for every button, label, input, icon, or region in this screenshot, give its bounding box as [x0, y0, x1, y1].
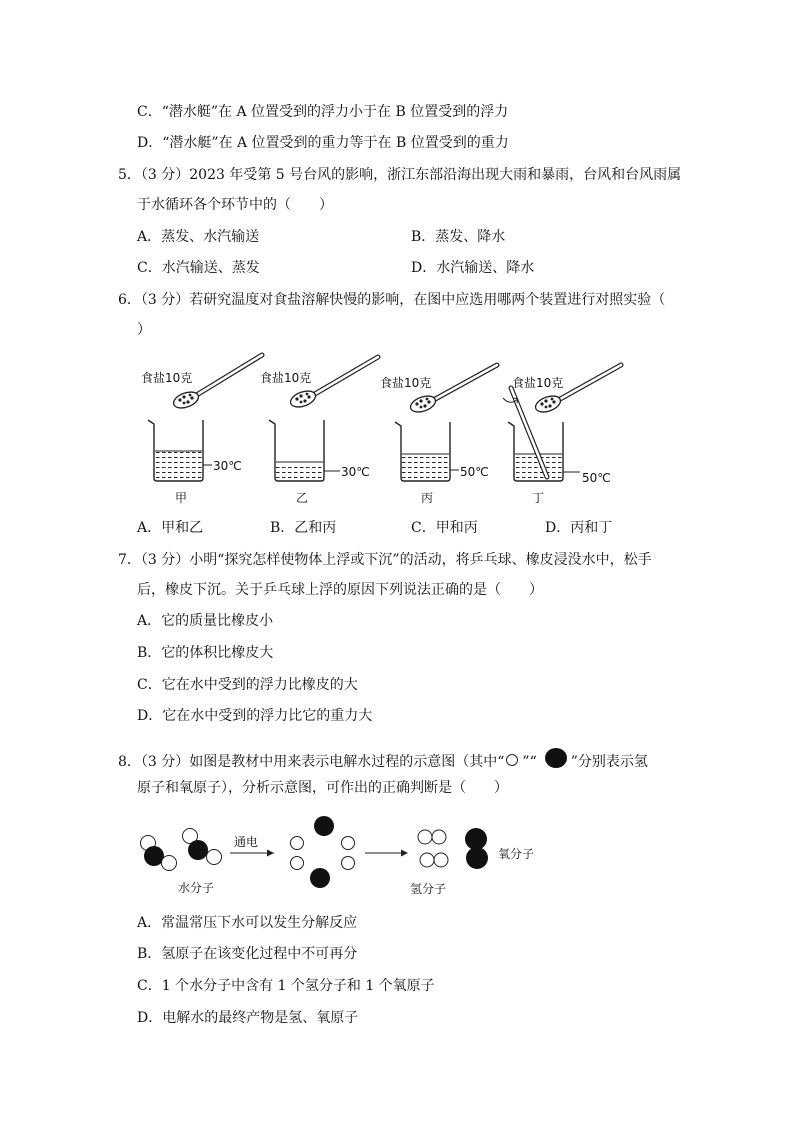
water-molecule: [141, 836, 177, 871]
q6-option-a: A．甲和乙: [137, 520, 204, 536]
beaker-bing-temp: 50℃: [460, 465, 489, 479]
q5-option-b: B．蒸发、降水: [411, 229, 506, 245]
beaker-ding-temp: 50℃: [582, 471, 611, 485]
hydrogen-molecule-label: 氢分子: [410, 882, 447, 896]
q8-stem-line1-a: 8．（3 分）如图是教材中用来表示电解水过程的示意图（其中“: [118, 754, 505, 770]
q6-option-d: D．丙和丁: [545, 520, 613, 536]
arrow-right-icon: [230, 850, 274, 857]
beaker-yi-temp: 30℃: [341, 465, 370, 479]
water-molecule-label: 水分子: [178, 881, 215, 895]
q7-option-b: B．它的体积比橡皮大: [137, 645, 274, 661]
salt-label: 食盐10克: [260, 371, 312, 385]
q8-option-a: A．常温常压下水可以发生分解反应: [137, 915, 358, 931]
q4-option-c: C．“潜水艇”在 A 位置受到的浮力小于在 B 位置受到的浮力: [137, 104, 509, 120]
q6-option-c: C．甲和丙: [411, 520, 478, 536]
oxygen-molecule: [465, 828, 488, 869]
q5-stem-line2: 于水循环各个环节中的（ ）: [137, 197, 333, 213]
salt-label: 食盐10克: [141, 371, 193, 385]
q4-option-d: D．“潜水艇”在 A 位置受到的重力等于在 B 位置受到的重力: [137, 135, 509, 151]
q8-option-c: C．1 个水分子中含有 1 个氢分子和 1 个氧原子: [137, 978, 435, 994]
beaker-jia-name: 甲: [175, 491, 188, 505]
q5-option-c: C．水汽输送、蒸发: [137, 260, 260, 276]
q5-stem-line1: 5．（3 分）2023 年受第 5 号台风的影响，浙江东部沿海出现大雨和暴雨，台风和台风雨属: [118, 167, 682, 183]
q8-stem-line1-c: ”分别表示氢: [570, 754, 648, 770]
salt-label: 食盐10克: [512, 376, 564, 390]
q7-option-a: A．它的质量比橡皮小: [137, 613, 274, 629]
q7-stem-line2: 后，橡皮下沉。关于乒乓球上浮的原因下列说法正确的是（ ）: [137, 582, 543, 598]
q8-stem-line1-b: ”“: [522, 754, 537, 770]
water-molecule: [183, 829, 222, 865]
q6-stem-line2: ）: [137, 322, 151, 338]
q7-option-d: D．它在水中受到的浮力比它的重力大: [137, 708, 373, 724]
oxygen-molecule-label: 氧分子: [498, 847, 535, 861]
q8-stem-line2: 原子和氧原子），分析示意图，可作出的正确判断是（ ）: [137, 780, 508, 796]
q5-option-d: D．水汽输送、降水: [411, 260, 535, 276]
beaker-bing-name: 丙: [421, 491, 434, 505]
hydrogen-molecule: [418, 830, 446, 844]
q5-option-a: A．蒸发、水汽输送: [137, 229, 260, 245]
q7-option-c: C．它在水中受到的浮力比橡皮的大: [137, 677, 358, 693]
salt-label: 食盐10克: [380, 376, 432, 390]
beaker-jia-temp: 30℃: [213, 459, 242, 473]
q8-option-b: B．氢原子在该变化过程中不可再分: [137, 946, 358, 962]
beaker-yi-name: 乙: [296, 491, 309, 505]
arrow-right-icon: [365, 850, 408, 857]
beaker-ding-name: 丁: [532, 491, 545, 505]
q6-stem-line1: 6．（3 分）若研究温度对食盐溶解快慢的影响，在图中应选用哪两个装置进行对照实验（: [118, 292, 666, 308]
hydrogen-molecule: [420, 853, 448, 867]
electrify-label: 通电: [234, 835, 259, 849]
separated-atoms: [291, 816, 355, 888]
q7-stem-line1: 7．（3 分）小明“探究怎样使物体上浮或下沉”的活动，将乒乓球、橡皮浸没水中，松手: [118, 552, 652, 568]
q6-option-b: B．乙和丙: [270, 520, 337, 536]
q8-option-d: D．电解水的最终产物是氢、氧原子: [137, 1010, 359, 1026]
